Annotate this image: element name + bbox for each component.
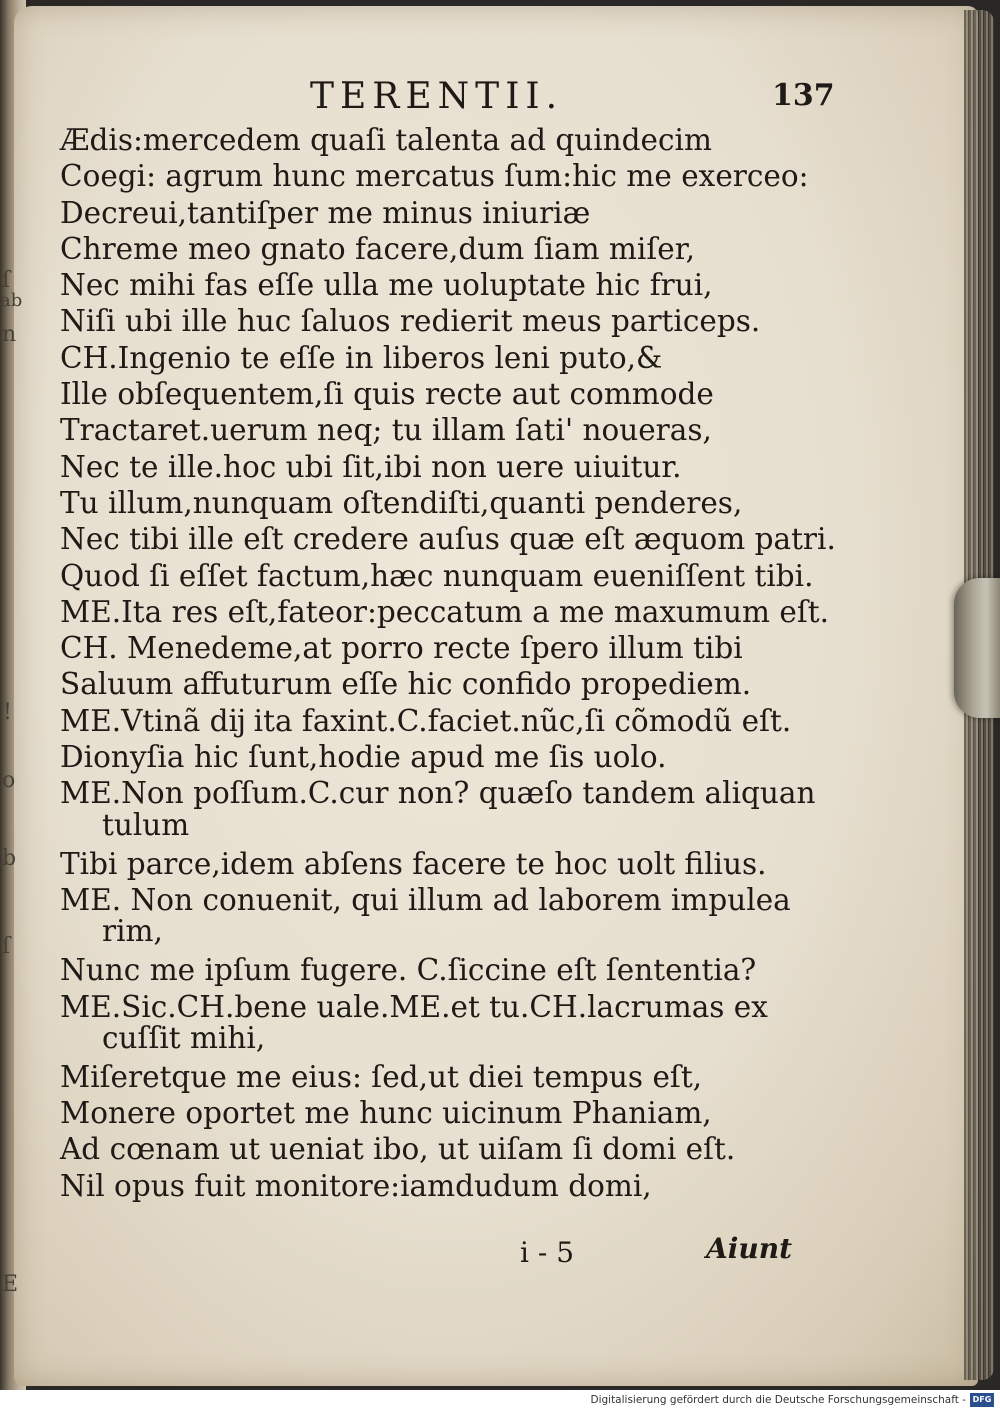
fragment-mark: ſ [2, 268, 11, 293]
verse-line: CH. Menedeme,at porro recte ſpero illum tibi [60, 631, 743, 666]
verse-line: ME.Vtinã dĳ ita faxint.C.faciet.nũc,ſi cõmodũ eſt. [60, 703, 792, 738]
verse-line: Tibi parce,idem abſens facere te hoc uolt filius. [60, 846, 767, 881]
verse-line: Ædis:mercedem quaſi talenta ad quindecim [60, 123, 712, 157]
funding-credit: Digitalisierung gefördert durch die Deutsche Forschungsgemeinschaft - [590, 1394, 966, 1406]
fragment-mark: ab [0, 290, 23, 311]
verse-line: Coegi: agrum hunc mercatus ſum:hic me exerceo: [60, 159, 809, 194]
verse-line: Nec tibi ille eſt credere auſus quæ eſt æquom patri. [60, 522, 836, 557]
verse-lines [60, 122, 836, 1204]
verse-line: Decreui,tantiſper me minus iniuriæ [60, 195, 591, 230]
verse-line-turnover: rim, [102, 914, 163, 949]
text-block [60, 76, 836, 1204]
verse-line: Tu illum,nunquam oſtendiſti,quanti penderes, [60, 485, 743, 520]
fragment-mark: ! [3, 700, 12, 725]
page-footer [60, 1228, 830, 1268]
verse-line: Miſeretque me eius: ſed,ut diei tempus eſt, [60, 1059, 703, 1094]
verse-line: Saluum affuturum eſſe hic confido propediem. [60, 667, 752, 702]
running-title: TERENTII. [310, 76, 564, 117]
verse-line: Ille obſequentem,ſi quis recte aut commode [60, 377, 714, 412]
verse-line: CH.Ingenio te eſſe in liberos leni puto,& [60, 340, 663, 375]
verse-line: ME. Non conuenit, qui illum ad laborem impulea [60, 882, 791, 917]
fragment-mark: b [2, 846, 17, 871]
verse-line-turnover: cuſſit mihi, [102, 1020, 266, 1055]
fragment-mark: n [2, 322, 17, 347]
fragment-mark: o [2, 768, 16, 793]
verse-line: Monere oportet me hunc uicinum Phaniam, [60, 1096, 712, 1131]
verse-line: Tractaret.uerum neq; tu illam ſati' noueras, [60, 413, 712, 448]
verse-line: Chreme meo gnato facere,dum ſiam miſer, [60, 231, 695, 266]
verse-line: Nunc me ipſum fugere. C.ſiccine eſt ſententia? [60, 953, 757, 988]
verse-line: Ad cœnam ut ueniat ibo, ut uiſam ſi domi eſt. [60, 1132, 736, 1167]
signature-mark: i - 5 [520, 1236, 575, 1269]
credit-bar [0, 1390, 1000, 1412]
verse-line: Niſi ubi ille huc ſaluos redierit meus particeps. [60, 304, 761, 339]
catchword: Aiunt [706, 1232, 793, 1265]
page-number: 137 [772, 78, 835, 113]
running-head [60, 76, 835, 122]
verse-line: Nec mihi fas eſſe ulla me uoluptate hic frui, [60, 268, 713, 303]
bookmark-tab [954, 578, 1000, 718]
verse-line: Nec te ille.hoc ubi ſit,ibi non uere uiuitur. [60, 449, 682, 484]
fragment-mark: ſ [2, 934, 11, 959]
verse-line: ME.Ita res eſt,fateor:peccatum a me maxumum eſt. [60, 594, 829, 629]
verse-line-turnover: tulum [102, 807, 190, 842]
verse-line: Dionyſia hic ſunt,hodie apud me ſis uolo. [60, 740, 667, 775]
verse-line: ME.Sic.CH.bene uale.ME.et tu.CH.lacrumas ex [60, 989, 768, 1024]
verse-line: Quod ſi eſſet factum,hæc nunquam eueniſſent tibi. [60, 558, 814, 593]
verse-line: Nil opus fuit monitore:iamdudum domi, [60, 1168, 652, 1203]
dfg-logo-icon: DFG [970, 1393, 994, 1407]
verse-line: ME.Non poſſum.C.cur non? quæſo tandem aliquan [60, 776, 816, 811]
fragment-mark: E [2, 1272, 19, 1297]
